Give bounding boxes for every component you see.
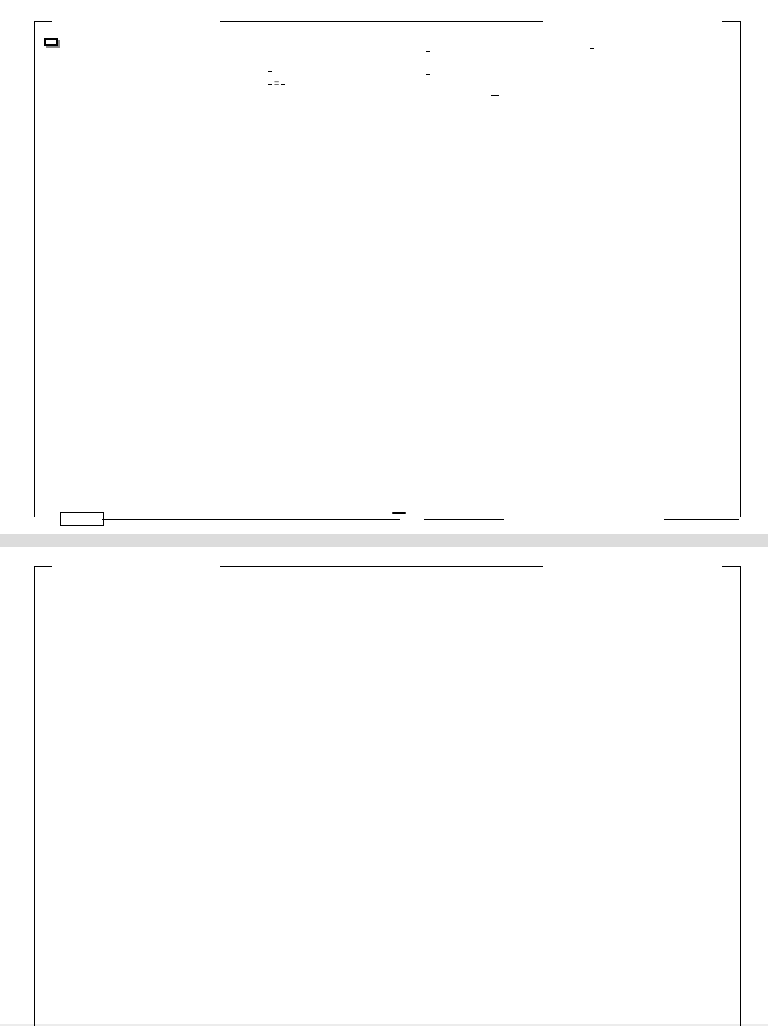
page-gap — [0, 534, 768, 547]
pa-line — [238, 50, 403, 59]
logo-title — [44, 38, 58, 46]
column-4 — [590, 583, 740, 1023]
pr1-fraction — [412, 90, 577, 107]
page-tab-box — [60, 512, 104, 526]
footer-line-mid — [424, 519, 504, 520]
page-183 — [0, 547, 768, 1024]
footer-line-left — [102, 519, 400, 520]
pa-num — [268, 71, 272, 72]
numerator — [268, 84, 272, 85]
column-2 — [238, 583, 401, 1023]
q2-pb — [426, 70, 577, 80]
column-1 — [60, 583, 220, 1023]
numerator — [426, 74, 430, 75]
p-frac-2 — [281, 84, 285, 85]
column-3 — [412, 40, 577, 510]
q2-pb-frac — [426, 74, 430, 75]
p-frac-1 — [268, 84, 272, 85]
column-2 — [238, 40, 403, 510]
p-result: = — [268, 79, 403, 89]
col4-pa-frac — [590, 48, 594, 49]
numerator — [281, 84, 285, 85]
pa-fraction — [268, 67, 403, 77]
footer-line-right — [664, 519, 739, 520]
column-1 — [44, 36, 229, 514]
col4-pa — [590, 44, 738, 53]
numerator — [426, 51, 430, 52]
pa-frac — [268, 71, 272, 72]
column-3 — [413, 583, 576, 1023]
column-4 — [588, 40, 738, 510]
numerator — [590, 48, 594, 49]
page-number — [392, 512, 406, 514]
pr1-num — [491, 95, 499, 96]
q2-pa-frac — [426, 51, 430, 52]
q2-pa — [426, 46, 577, 56]
